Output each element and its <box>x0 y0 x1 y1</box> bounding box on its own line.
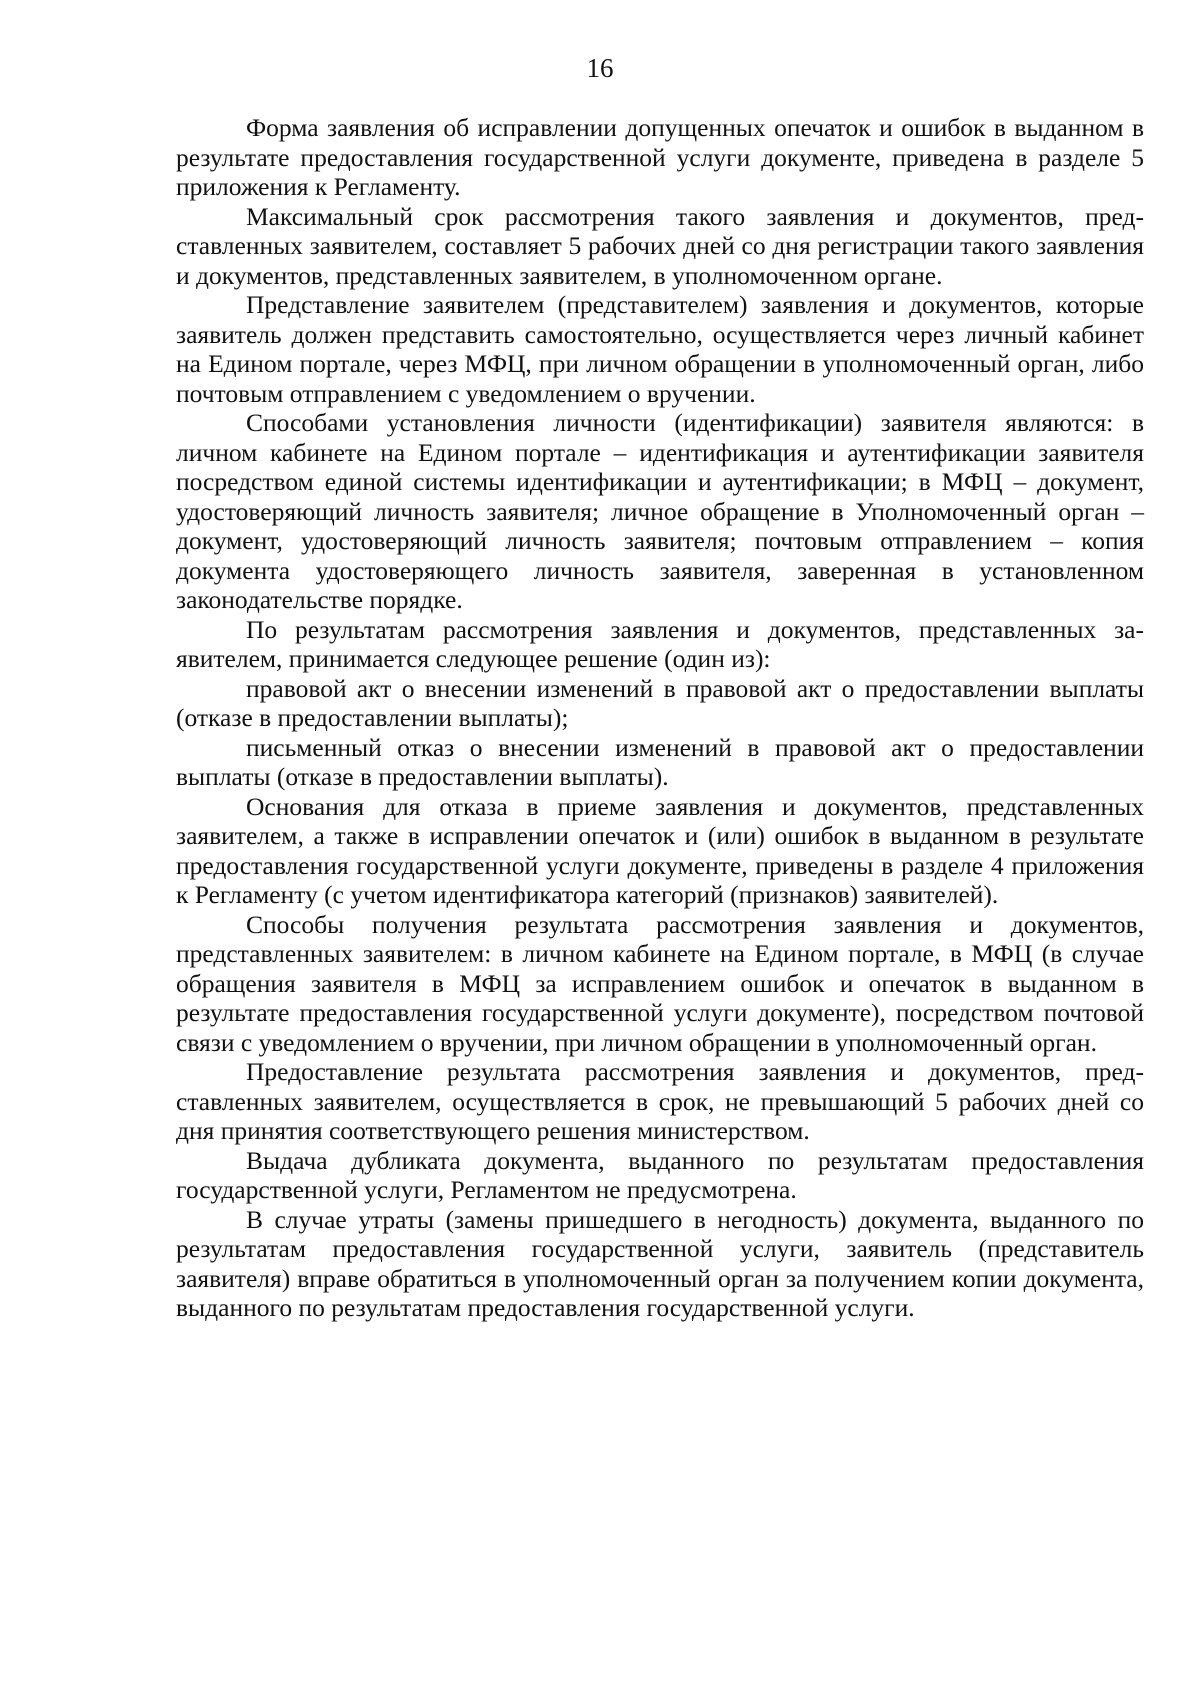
page-number: 16 <box>586 53 614 83</box>
paragraph-result-methods: Способы получения результата рассмотрения заявления и документов, представленных заявителем: в личном кабинете на Едином портале, в МФЦ (в случае обращения заявителя в МФЦ за исправлением ошибок и опечаток в выданном в результате предоставления государственной услуги документе), посредством почтовой связи с уведомлением о вручении, при личном обращении в уполномоченный орган. <box>176 909 1144 1057</box>
paragraph-submission-methods: Представление заявителем (представителем) заявления и документов, которые заявитель должен представить самостоятельно, осуществляется через личный кабинет на Едином портале, через МФЦ, при личном обращении в уполномоченный орган, либо почтовым отправлением с уведомлением о вручении. <box>176 290 1144 408</box>
body-text <box>176 113 1144 1323</box>
paragraph-decision-intro: По результатам рассмотрения заявления и документов, представленных заявителем, принимается следующее решение (один из): <box>176 614 1144 673</box>
paragraph-correction-form: Форма заявления об исправлении допущенных опечаток и ошибок в выданном в результате предоставления государственной услуги документе, приведена в разделе 5 приложения к Регламенту. <box>176 113 1144 201</box>
paragraph-document-loss: В случае утраты (замены пришедшего в негодность) документа, выданного по результатам предоставления государственной услуги, заявитель (представитель заявителя) вправе обратиться в уполномоченный орган за получением копии документа, выданного по результатам предоставления государственной услуги. <box>176 1204 1144 1322</box>
paragraph-decision-option-refusal: письменный отказ о внесении изменений в правовой акт о предоставлении выплаты (отказе в предоставлении выплаты). <box>176 732 1144 791</box>
paragraph-review-period: Максимальный срок рассмотрения такого заявления и документов, представленных заявителем, составляет 5 рабочих дней со дня регистрации такого заявления и документов, представленных заявителем, в уполномоченном органе. <box>176 201 1144 290</box>
paragraph-identification-methods: Способами установления личности (идентификации) заявителя являются: в личном кабинете на Едином портале – идентификация и аутентификации заявителя посредством единой системы идентификации и аутентификации; в МФЦ – документ, удостоверяющий личность заявителя; личное обращение в Уполномоченный орган – документ, удостоверяющий личность заявителя; почтовым отправлением – копия документа удостоверяющего личность заявителя, заверенная в установленном законодательстве порядке. <box>176 408 1144 614</box>
paragraph-refusal-grounds: Основания для отказа в приеме заявления и документов, представленных заявителем, а также в исправлении опечаток и (или) ошибок в выданном в результате предоставления государственной услуги документе, приведены в разделе 4 приложения к Регламенту (с учетом идентификатора категорий (признаков) заявителей). <box>176 791 1144 909</box>
paragraph-duplicate-issuance: Выдача дубликата документа, выданного по результатам предоставления государственной услуги, Регламентом не предусмотрена. <box>176 1145 1144 1204</box>
paragraph-result-deadline: Предоставление результата рассмотрения заявления и документов, представленных заявителем, осуществляется в срок, не превышающий 5 рабочих дней со дня принятия соответствующего решения министерством. <box>176 1057 1144 1145</box>
paragraph-decision-option-act: правовой акт о внесении изменений в правовой акт о предоставлении выплаты (отказе в предоставлении выплаты); <box>176 673 1144 732</box>
